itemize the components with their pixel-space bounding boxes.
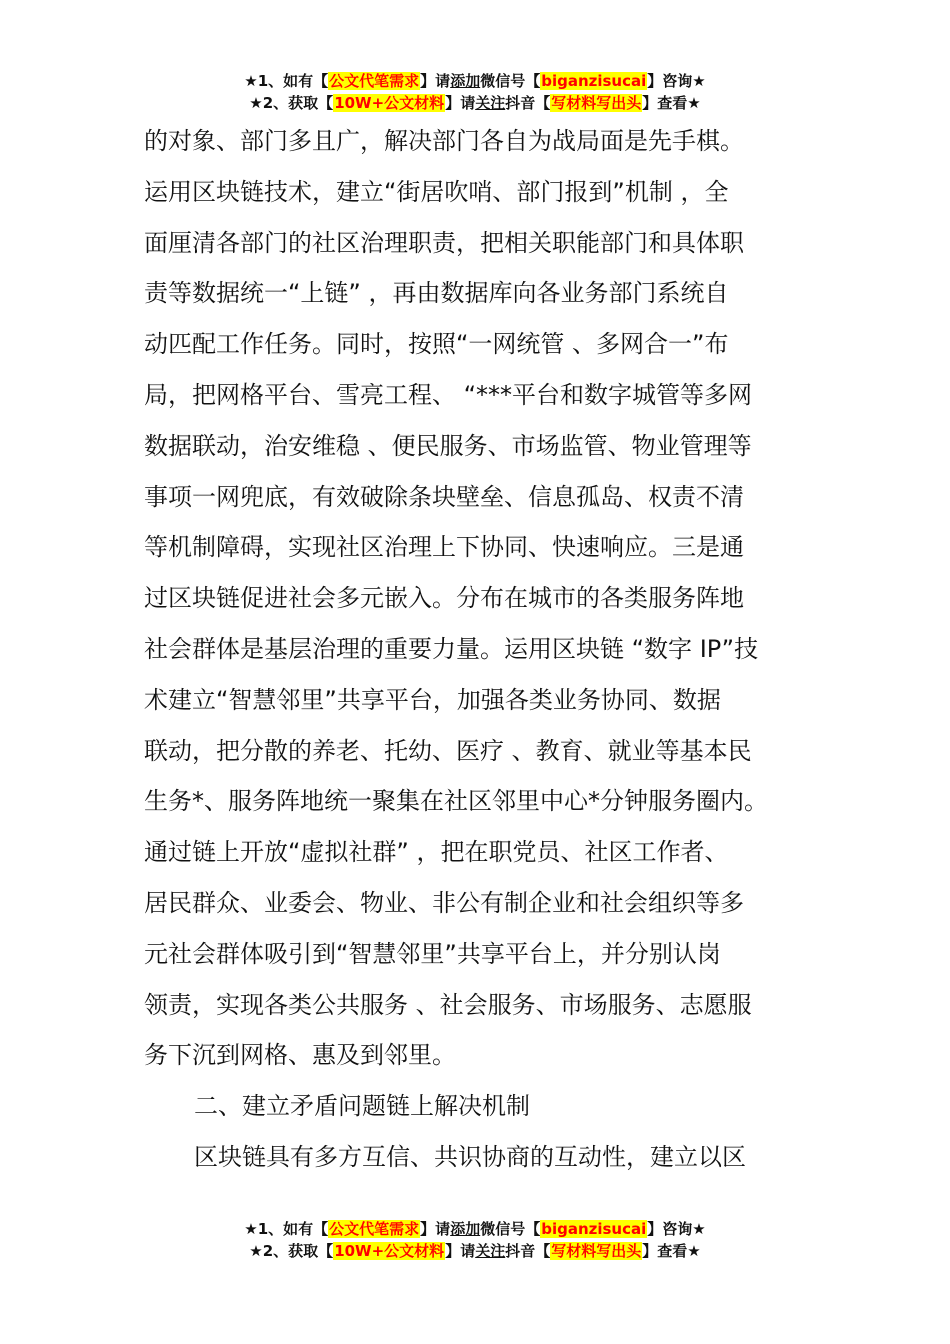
banner-text: 】请: [420, 72, 451, 90]
banner-text: 】咨询★: [647, 72, 706, 90]
banner-underline: 关注: [475, 94, 506, 112]
banner-text: 】查看★: [642, 94, 701, 112]
banner-highlight: biganzisucai: [541, 1220, 647, 1238]
banner-text: ★2、获取【: [249, 1242, 334, 1260]
banner-line-1: [0, 70, 950, 92]
banner-text: 抖音【: [505, 94, 551, 112]
banner-highlight: 写材料写出头: [551, 1242, 642, 1260]
banner-underline: 关注: [475, 1242, 506, 1260]
text-line: 过区块链促进社会多元嵌入。分布在城市的各类服务阵地: [144, 584, 744, 613]
text-line: 区块链具有多方互信、共识协商的互动性，建立以区: [194, 1142, 746, 1171]
text-line: 社会群体是基层治理的重要力量。运用区块链 “数字 IP”技: [144, 634, 759, 663]
banner-highlight: biganzisucai: [541, 72, 647, 90]
banner-highlight: 10W+公文材料: [334, 1242, 445, 1260]
text-line: 运用区块链技术，建立“街居吹哨、部门报到”机制 ，全: [144, 177, 729, 206]
banner-text: ★2、获取【: [249, 94, 334, 112]
banner-text: ★1、如有【: [244, 1220, 329, 1238]
text-line: 领责，实现各类公共服务 、社会服务、市场服务、志愿服: [144, 990, 752, 1019]
text-line: 事项一网兜底，有效破除条块壁垒、信息孤岛、权责不清: [144, 482, 744, 511]
banner-line-2: [0, 92, 950, 114]
text-line: 居民群众、业委会、物业、非公有制企业和社会组织等多: [144, 888, 744, 917]
banner-text: 抖音【: [505, 1242, 551, 1260]
text-line: 数据联动，治安维稳 、便民服务、市场监管、物业管理等: [144, 431, 752, 460]
text-line: 的对象、部门多且广，解决部门各自为战局面是先手棋。: [144, 127, 744, 155]
text-line: 面厘清各部门的社区治理职责，把相关职能部门和具体职: [144, 228, 744, 257]
text-line: 责等数据统一“上链” ，再由数据库向各业务部门系统自: [144, 279, 729, 308]
banner-underline: 添加: [450, 72, 481, 90]
banner-text: 】查看★: [642, 1242, 701, 1260]
banner-text: 】咨询★: [647, 1220, 706, 1238]
text-line: 动匹配工作任务。同时，按照“一网统管 、多网合一”布: [144, 330, 729, 359]
text-line: 等机制障碍，实现社区治理上下协同、快速响应。三是通: [144, 533, 744, 562]
banner-underline: 添加: [450, 1220, 481, 1238]
banner-highlight: 公文代笔需求: [329, 1220, 420, 1238]
document-body: [144, 116, 824, 1183]
banner-text: 微信号【: [480, 72, 541, 90]
text-line: 生务*、服务阵地统一聚集在社区邻里中心*分钟服务圈内。: [144, 787, 768, 816]
text-line: 务下沉到网格、惠及到邻里。: [144, 1041, 456, 1070]
banner-text: 】请: [445, 94, 476, 112]
text-line: 术建立“智慧邻里”共享平台，加强各类业务协同、数据: [144, 685, 721, 714]
banner-highlight: 写材料写出头: [551, 94, 642, 112]
section-heading: 二、建立矛盾问题链上解决机制: [194, 1092, 530, 1121]
text-line: 联动，把分散的养老、托幼、医疗 、教育、就业等基本民: [144, 736, 752, 765]
footer-banner: [0, 1218, 950, 1262]
banner-text: ★1、如有【: [244, 72, 329, 90]
banner-line-2: [0, 1240, 950, 1262]
header-banner: [0, 70, 950, 114]
banner-text: 微信号【: [480, 1220, 541, 1238]
text-line: 元社会群体吸引到“智慧邻里”共享平台上，并分别认岗: [144, 939, 721, 968]
banner-text: 】请: [420, 1220, 451, 1238]
banner-line-1: [0, 1218, 950, 1240]
banner-highlight: 10W+公文材料: [334, 94, 445, 112]
text-line: 通过链上开放“虚拟社群” ，把在职党员、社区工作者、: [144, 838, 729, 867]
banner-text: 】请: [445, 1242, 476, 1260]
banner-highlight: 公文代笔需求: [329, 72, 420, 90]
text-line: 局，把网格平台、雪亮工程、 “***平台和数字城管等多网: [144, 380, 753, 409]
